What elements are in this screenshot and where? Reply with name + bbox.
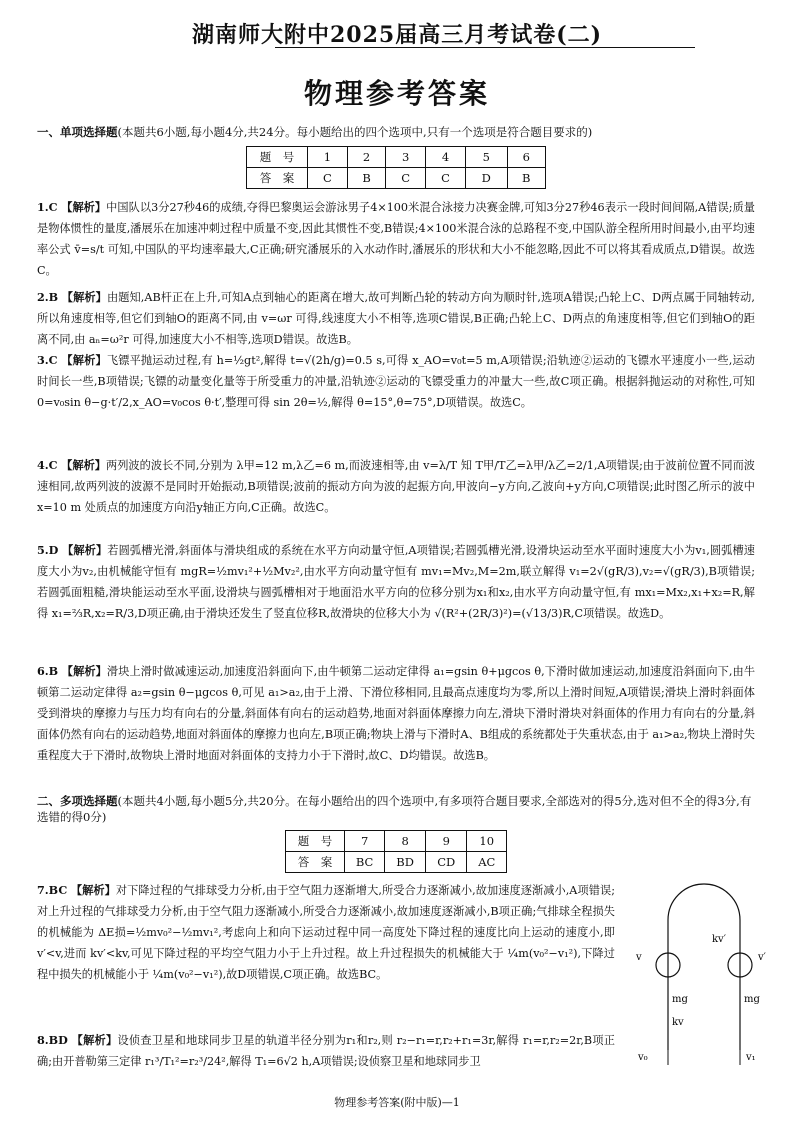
table-cell: 7 xyxy=(345,831,385,852)
table-cell: C xyxy=(308,168,348,189)
item-tag: 【解析】 xyxy=(71,1033,118,1047)
table-cell: D xyxy=(465,168,507,189)
figure-label: v′ xyxy=(758,952,766,963)
item-text: 中国队以3分27秒46的成绩,夺得巴黎奥运会游泳男子4×100米混合泳接力决赛金牌,可知3分27秒46表示一段时间间隔,A错误;质量是物体惯性的量度,潘展乐在加速冲刺过程中质量不变,因此其惯性不变,B错误;4×100米混合泳的总路程不变,中国队游全程所用时间最小,由平均速率公式 v̄=s/t 可知,中国队的平均速率最大,C正确;研究潘展乐的入水动作时,潘展乐的形状和大小不能忽略,因此不可以将其看成质点,D错误。故选C。 xyxy=(37,201,755,277)
item-number: 4.C xyxy=(37,458,58,472)
item-number: 7.BC xyxy=(37,883,68,897)
page-footer: 物理参考答案(附中版)—1 xyxy=(334,1096,460,1109)
figure-label: mg xyxy=(672,994,688,1005)
item-number: 3.C xyxy=(37,353,58,367)
row-label: 答 案 xyxy=(247,168,308,189)
ball-motion-figure xyxy=(628,880,778,1070)
exam-header-title: 湖南师大附中2025届高三月考试卷(二) xyxy=(191,22,603,48)
table-cell: 3 xyxy=(386,147,426,168)
table-cell: 4 xyxy=(426,147,466,168)
item-tag: 【解析】 xyxy=(61,200,107,214)
figure-label: v₀ xyxy=(638,1052,648,1063)
table-cell: B xyxy=(507,168,545,189)
item-text: 飞镖平抛运动过程,有 h=½gt²,解得 t=√(2h/g)=0.5 s,可得 x_AO=v₀t=5 m,A项错误;沿轨迹②运动的飞镖水平速度小一些,运动时间长一些,B项错误;飞镖的动量变化量等于所受重力的冲量,沿轨迹②运动的飞镖受重力的冲量大一些,故C项正确。根据斜抛运动的对称性,可知 0=v₀sin θ−g·t′/2,x_AO=v₀cos θ·t′,整理可得 sin 2θ=½,解得 θ=15°,θ=75°,D项错误。故选C。 xyxy=(37,354,755,409)
document-title: 物理参考答案 xyxy=(303,77,490,110)
item-tag: 【解析】 xyxy=(61,290,107,304)
table-row xyxy=(286,831,507,852)
answer-item-2 xyxy=(37,287,755,350)
item-text: 对下降过程的气排球受力分析,由于空气阻力逐渐增大,所受合力逐渐减小,故加速度逐渐减小,A项错误;对上升过程的气排球受力分析,由于空气阻力逐渐减小,所受合力逐渐减小,故加速度逐渐减小,B项正确;气排球全程损失的机械能为 ΔE损=½mv₀²−½mv₁²,考虑向上和向下运动过程中同一高度处下降过程的速度比向上运动的速度小,即 v′<v,进而 kv′<kv,可见下降过程的平均空气阻力小于上升过程。故上升过程损失的机械能大于 ¼m(v₀²−v₁²),下降过程中损失的机械能小于 ¼m(v₀²−v₁²),故D项错误,C项正确。故选BC。 xyxy=(37,884,615,981)
table-cell: 10 xyxy=(467,831,507,852)
answer-item-4 xyxy=(37,455,755,518)
section1-answer-table xyxy=(246,146,546,189)
item-tag: 【解析】 xyxy=(62,543,108,557)
item-number: 1.C xyxy=(37,200,58,214)
section2-heading xyxy=(37,793,757,825)
row-label: 答 案 xyxy=(286,852,345,873)
row-label: 题 号 xyxy=(247,147,308,168)
answer-item-7 xyxy=(37,880,615,985)
table-cell: BC xyxy=(345,852,385,873)
table-cell: CD xyxy=(425,852,467,873)
section2-note: (本题共4小题,每小题5分,共20分。在每小题给出的四个选项中,有多项符合题目要求,全部选对的得5分,选对但不全的得3分,有选错的得0分) xyxy=(37,794,752,824)
item-text: 由题知,AB杆正在上升,可知A点到轴心的距离在增大,故可判断凸轮的转动方向为顺时针,选项A错误;凸轮上C、D两点属于同轴转动,所以角速度相等,但它们到轴O的距离不同,由 v=ωr 可得,线速度大小不相等,选项C错误,B正确;凸轮上C、D两点的角速度相等,但它们到轴O的距离不同,由 aₙ=ω²r 可得,加速度大小不相等,选项D错误。故选B。 xyxy=(37,291,755,346)
section1-heading xyxy=(37,124,757,140)
item-number: 8.BD xyxy=(37,1033,68,1047)
item-text: 两列波的波长不同,分别为 λ甲=12 m,λ乙=6 m,而波速相等,由 v=λ/T 知 T甲/T乙=λ甲/λ乙=2/1,A项错误;由于波前位置不同而波速相同,故两列波的波源不是同时开始振动,B项错误;波前的振动方向为波的起振方向,甲波向−y方向,乙波向+y方向,C项错误;此时图乙所示的波中 x=10 m 处质点的加速度方向沿y轴正方向,C正确。故选C。 xyxy=(37,459,755,514)
table-cell: 9 xyxy=(425,831,467,852)
answer-item-6 xyxy=(37,661,755,766)
figure-label: mg xyxy=(744,994,760,1005)
answer-item-5 xyxy=(37,540,755,624)
section1-note: (本题共6小题,每小题4分,共24分。每小题给出的四个选项中,只有一个选项是符合题目要求的) xyxy=(117,125,593,139)
table-cell: 6 xyxy=(507,147,545,168)
item-tag: 【解析】 xyxy=(61,458,107,472)
figure-label: kv xyxy=(672,1017,684,1028)
answer-item-3 xyxy=(37,350,755,413)
item-text: 滑块上滑时做减速运动,加速度沿斜面向下,由牛顿第二运动定律得 a₁=gsin θ+μgcos θ,下滑时做加速运动,加速度沿斜面向下,由牛顿第二运动定律得 a₂=gsin θ−μgcos θ,可见 a₁>a₂,由于上滑、下滑位移相同,且最高点速度均为零,所以上滑时间短,A项错误;滑块上滑时斜面体受到滑块的摩擦力与压力均有向右的分量,斜面体有向右的运动趋势,地面对斜面体摩擦力向左,滑块下滑时滑块对斜面体的作用力有向右的分量,斜面体仍然有向右的运动趋势,地面对斜面体的摩擦力也向左,B项正确;物块上滑与下滑时A、B组成的系统都处于失重状态,由于 a₁>a₂,物块上滑时失重程度大于下滑时,故物块上滑时地面对斜面体的支持力小于下滑时,故C、D均错误。故选B。 xyxy=(37,665,756,762)
table-cell: C xyxy=(386,168,426,189)
row-label: 题 号 xyxy=(286,831,345,852)
table-row xyxy=(247,168,546,189)
table-cell: 1 xyxy=(308,147,348,168)
table-cell: B xyxy=(347,168,385,189)
item-number: 6.B xyxy=(37,664,59,678)
table-cell: 2 xyxy=(347,147,385,168)
item-number: 5.D xyxy=(37,543,59,557)
figure-label: v₁ xyxy=(746,1052,756,1063)
section2-title: 二、多项选择题 xyxy=(37,794,118,808)
section2-answer-table xyxy=(285,830,507,873)
table-cell: AC xyxy=(467,852,507,873)
figure-label: v xyxy=(636,952,642,963)
table-row xyxy=(286,852,507,873)
table-cell: 5 xyxy=(465,147,507,168)
table-row xyxy=(247,147,546,168)
figure-label: kv′ xyxy=(712,934,726,945)
item-text: 若圆弧槽光滑,斜面体与滑块组成的系统在水平方向动量守恒,A项错误;若圆弧槽光滑,设滑块运动至水平面时速度大小为v₁,圆弧槽速度大小为v₂,由机械能守恒有 mgR=½mv₁²+½Mv₂²,由水平方向动量守恒有 mv₁=Mv₂,M=2m,联立解得 v₁=2√(gR/3),v₂=√(gR/3),B项错误;若圆弧面粗糙,滑块能运动至水平面,设滑块与圆弧槽相对于地面沿水平方向的位移分别为x₁和x₂,由水平方向动量守恒,有 mx₁=Mx₂,x₁+x₂=R,解得 x₁=⅔R,x₂=R/3,D项正确,由于滑块还发生了竖直位移R,故滑块的位移大小为 √(R²+(2R/3)²)=(√13/3)R,C项错误。故选D。 xyxy=(37,544,755,620)
header-underline xyxy=(275,47,695,48)
section1-title: 一、单项选择题 xyxy=(37,125,118,139)
item-tag: 【解析】 xyxy=(61,353,107,367)
item-tag: 【解析】 xyxy=(61,664,107,678)
item-text: 设侦查卫星和地球同步卫星的轨道半径分别为r₁和r₂,则 r₂−r₁=r,r₂+r₁=3r,解得 r₁=r,r₂=2r,B项正确;由开普勒第三定律 r₁³/T₁²=r₂³/24²,解得 T₁=6√2 h,A项错误;设侦察卫星和地球同步卫 xyxy=(37,1034,615,1068)
item-tag: 【解析】 xyxy=(70,883,116,897)
table-cell: C xyxy=(426,168,466,189)
table-cell: 8 xyxy=(385,831,426,852)
item-number: 2.B xyxy=(37,290,59,304)
table-cell: BD xyxy=(385,852,426,873)
answer-item-8 xyxy=(37,1030,615,1072)
answer-item-1 xyxy=(37,197,755,281)
